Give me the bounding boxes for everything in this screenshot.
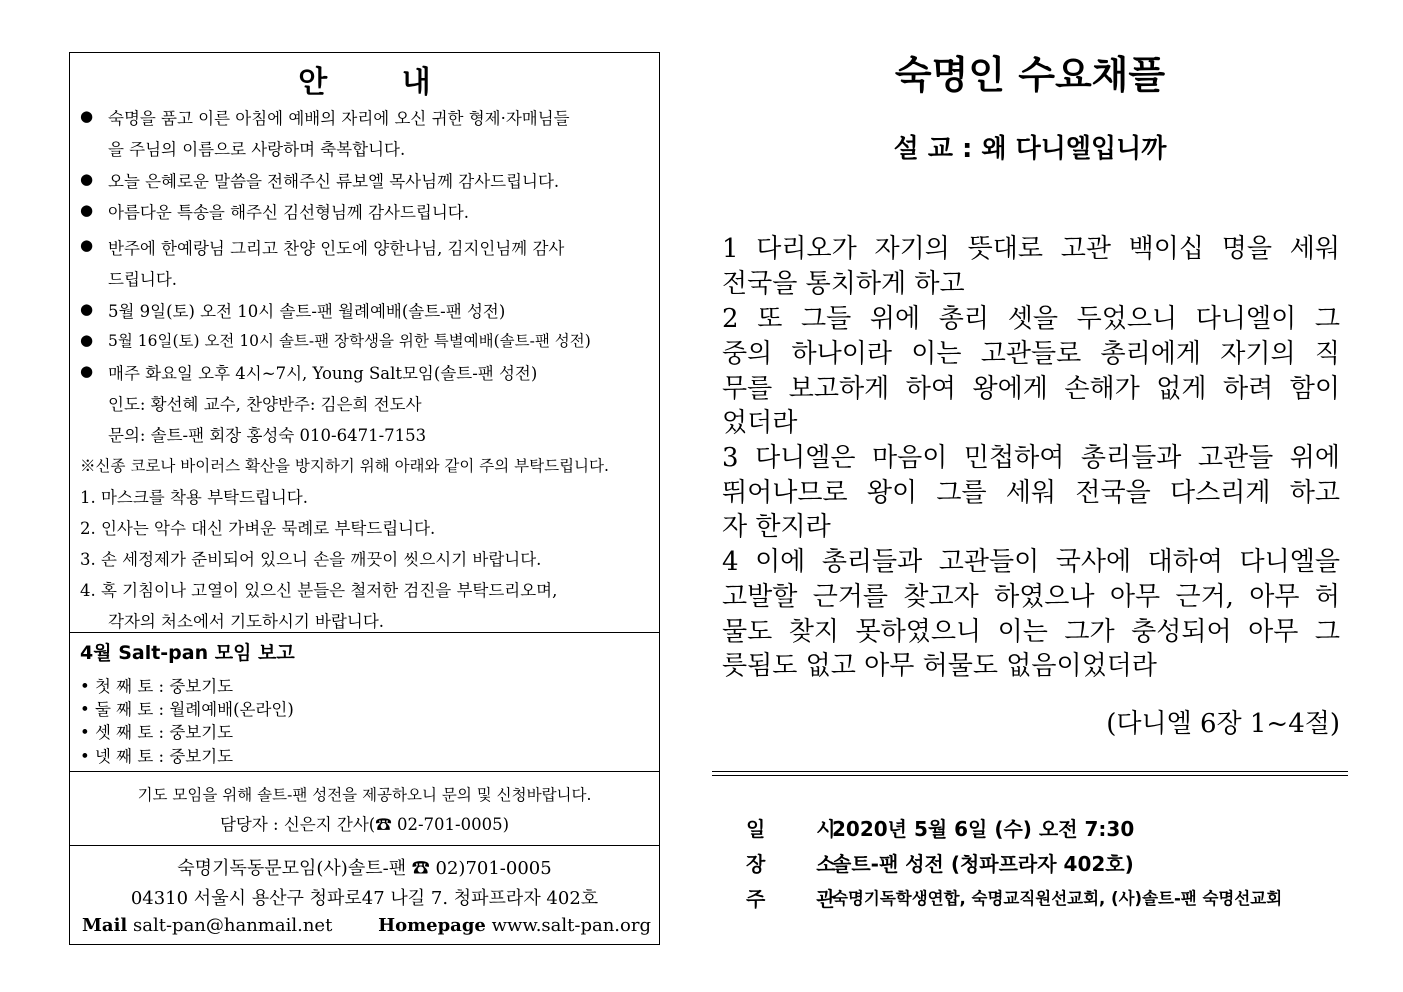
notice-item-4-line-1: 반주에 한예랑님 그리고 찬양 인도에 양한나님, 김지인님께 감사 (108, 239, 565, 258)
covid-item-1: 1. 마스크를 착용 부탁드립니다. (80, 488, 308, 507)
contact-line-2: 04310 서울시 용산구 청파로47 나길 7. 청파프라자 402호 (130, 888, 599, 909)
prayer-line-2: 담당자 : 신은지 간사(☎ 02-701-0005) (219, 815, 510, 834)
when-value: 2020년 5월 6일 (수) 오전 7:30 (832, 817, 1135, 841)
report-item: • 넷 째 토 : 중보기도 (80, 747, 234, 766)
scripture-line: 물도 찾지 못하였으니 이는 그가 충성되어 아무 그 (722, 617, 1340, 647)
sermon-title: 설 교 : 왜 다니엘입니까 (893, 134, 1167, 164)
notice-item-1-line-2: 을 주님의 이름으로 사랑하며 축복합니다. (108, 140, 406, 159)
scripture-reference: (다니엘 6장 1~4절) (1106, 709, 1340, 739)
notice-title: 안 내 (298, 65, 463, 100)
notice-item-7-line-2: 인도: 황선혜 교수, 찬양반주: 김은희 전도사 (108, 395, 422, 414)
scripture-line: 4 이에 총리들과 고관들이 국사에 대하여 다니엘을 (722, 547, 1340, 577)
notice-item-3: 아름다운 특송을 해주신 김선형님께 감사드립니다. (108, 203, 469, 222)
scripture-line: 중의 하나이라 이는 고관들로 총리에게 자기의 직 (722, 339, 1340, 369)
report-title: 4월 Salt-pan 모임 보고 (80, 642, 295, 664)
scripture-line: 자 한지라 (722, 512, 831, 542)
bullet-icon: ● (80, 170, 94, 188)
notice-item-7-line-3: 문의: 솔트-팬 회장 홍성숙 010-6471-7153 (108, 426, 427, 445)
homepage-link[interactable]: www.salt-pan.org (491, 915, 651, 936)
covid-item-4: 4. 혹 기침이나 고열이 있으신 분들은 철저한 검진을 부탁드리오며, (80, 581, 558, 600)
where-value: 솔트-팬 성전 (청파프라자 402호) (832, 852, 1134, 876)
scripture-line: 릇됨도 없고 아무 허물도 없음이었더라 (722, 651, 1157, 681)
scripture-line: 1 다리오가 자기의 뜻대로 고관 백이십 명을 세워 (722, 234, 1340, 264)
notice-item-2: 오늘 은혜로운 말씀을 전해주신 류보엘 목사님께 감사드립니다. (108, 172, 560, 191)
notice-item-5: 5월 9일(토) 오전 10시 솔트-팬 월례예배(솔트-팬 성전) (108, 302, 506, 321)
report-item: • 둘 째 토 : 월례예배(온라인) (80, 700, 294, 719)
mail-link[interactable]: salt-pan@hanmail.net (133, 915, 333, 936)
scripture-line: 뛰어나므로 왕이 그를 세워 전국을 다스리게 하고 (722, 478, 1340, 508)
mail-label: Mail (82, 915, 128, 936)
divider (712, 775, 1348, 776)
contact-line-1: 숙명기독동문모임(사)솔트-팬 ☎ 02)701-0005 (177, 858, 552, 879)
homepage-row (378, 915, 651, 936)
prayer-line-1: 기도 모임을 위해 솔트-팬 성전을 제공하오니 문의 및 신청바랍니다. (137, 786, 592, 804)
divider (70, 771, 659, 772)
scripture-line: 고발할 근거를 찾고자 하였으나 아무 근거, 아무 허 (722, 582, 1340, 612)
page-title: 숙명인 수요채플 (894, 53, 1166, 97)
when-label: 일 시 (746, 817, 858, 841)
notice-item-6: 5월 16일(토) 오전 10시 솔트-팬 장학생을 위한 특별예배(솔트-팬 성전) (108, 332, 591, 350)
scripture-line: 었더라 (722, 408, 798, 438)
covid-item-4-cont: 각자의 처소에서 기도하시기 바랍니다. (108, 612, 385, 631)
divider (70, 632, 659, 633)
notice-item-7-line-1: 매주 화요일 오후 4시~7시, Young Salt모임(솔트-팬 성전) (108, 364, 538, 383)
scripture-line: 전국을 통치하게 하고 (722, 269, 965, 299)
divider (70, 845, 659, 846)
covid-note: ※신종 코로나 바이러스 확산을 방지하기 위해 아래와 같이 주의 부탁드립니다. (80, 457, 609, 475)
notice-panel (69, 52, 660, 945)
mail-row (82, 915, 332, 936)
bullet-icon: ● (80, 300, 94, 318)
covid-item-3: 3. 손 세정제가 준비되어 있으니 손을 깨끗이 씻으시기 바랍니다. (80, 550, 542, 569)
bullet-icon: ● (80, 362, 94, 380)
bullet-icon: ● (80, 236, 94, 254)
report-item: • 셋 째 토 : 중보기도 (80, 723, 234, 742)
notice-item-4-line-2: 드립니다. (108, 270, 178, 289)
where-label: 장 소 (746, 852, 858, 876)
homepage-label: Homepage (378, 915, 486, 936)
scripture-line: 2 또 그들 위에 총리 셋을 두었으니 다니엘이 그 (722, 304, 1340, 334)
notice-item-1-line-1: 숙명을 품고 이른 아침에 예배의 자리에 오신 귀한 형제·자매님들 (108, 109, 570, 128)
host-label: 주 관 (746, 887, 858, 911)
divider (712, 771, 1348, 772)
scripture-line: 무를 보고하게 하여 왕에게 손해가 없게 하려 함이 (722, 374, 1340, 404)
report-item: • 첫 째 토 : 중보기도 (80, 677, 234, 696)
host-value: 숙명기독학생연합, 숙명교직원선교회, (사)솔트-팬 숙명선교회 (832, 889, 1283, 908)
bullet-icon: ● (80, 107, 94, 125)
bullet-icon: ● (80, 201, 94, 219)
scripture-line: 3 다니엘은 마음이 민첩하여 총리들과 고관들 위에 (722, 443, 1340, 473)
covid-item-2: 2. 인사는 악수 대신 가벼운 묵례로 부탁드립니다. (80, 519, 436, 538)
bullet-icon: ● (80, 331, 94, 349)
